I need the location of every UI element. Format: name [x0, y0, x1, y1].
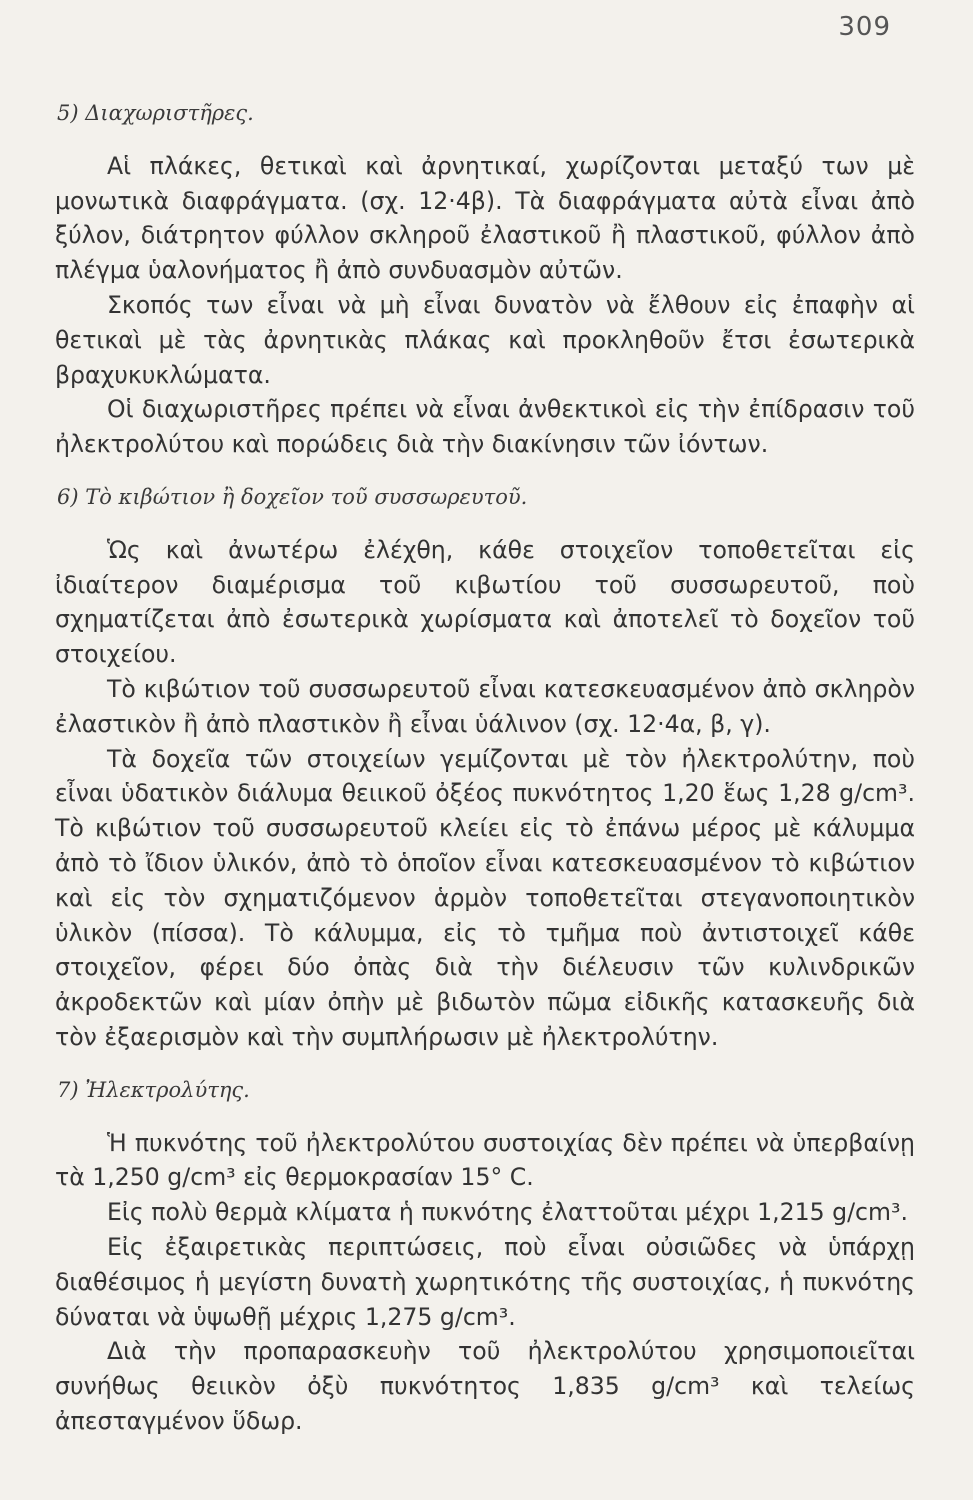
paragraph: Τὸ κιβώτιον τοῦ συσσωρευτοῦ εἶναι κατεσκευασμένον ἀπὸ σκληρὸν ἐλαστικὸν ἢ ἀπὸ πλαστικὸν ἢ εἶναι ὑάλινον (σχ. 12·4α, β, γ). — [55, 674, 915, 738]
page-number: 309 — [838, 12, 891, 42]
paragraph: Ὡς καὶ ἀνωτέρω ἐλέχθη, κάθε στοιχεῖον τοποθετεῖται εἰς ἰδιαίτερον διαμέρισμα τοῦ κιβωτίου τοῦ συσσωρευτοῦ, ποὺ σχηματίζεται ἀπὸ ἐσωτερικὰ χωρίσματα καὶ ἀποτελεῖ τὸ δοχεῖον τοῦ στοιχείου. — [55, 535, 915, 669]
section-electrolyte — [55, 1073, 915, 1439]
paragraph: Εἰς ἐξαιρετικὰς περιπτώσεις, ποὺ εἶναι οὐσιῶδες νὰ ὑπάρχῃ διαθέσιμος ἡ μεγίστη δυνατὴ χωρητικότης τῆς συστοιχίας, ἡ πυκνότης δύναται νὰ ὑψωθῇ μέχρις 1,275 g/cm³. — [55, 1232, 915, 1331]
page-body — [55, 96, 915, 1457]
paragraph: Σκοπός των εἶναι νὰ μὴ εἶναι δυνατὸν νὰ ἔλθουν εἰς ἐπαφὴν αἱ θετικαὶ μὲ τὰς ἀρνητικὰς πλάκας καὶ προκληθοῦν ἔτσι ἐσωτερικὰ βραχυκυκλώματα. — [55, 290, 915, 389]
section-separators — [55, 96, 915, 462]
paragraph: Οἱ διαχωριστῆρες πρέπει νὰ εἶναι ἀνθεκτικοὶ εἰς τὴν ἐπίδρασιν τοῦ ἠλεκτρολύτου καὶ πορώδεις διὰ τὴν διακίνησιν τῶν ἰόντων. — [55, 395, 915, 459]
paragraph: Εἰς πολὺ θερμὰ κλίματα ἡ πυκνότης ἐλαττοῦται μέχρι 1,215 g/cm³. — [107, 1198, 908, 1227]
paragraph: Διὰ τὴν προπαρασκευὴν τοῦ ἠλεκτρολύτου χρησιμοποιεῖται συνήθως θειικὸν ὀξὺ πυκνότητος 1,835 g/cm³ καὶ τελείως ἀπεσταγμένον ὕδωρ. — [55, 1337, 915, 1435]
paragraph: Τὰ δοχεῖα τῶν στοιχείων γεμίζονται μὲ τὸν ἠλεκτρολύτην, ποὺ εἶναι ὑδατικὸν διάλυμα θειικοῦ ὀξέος πυκνότητος 1,20 ἕως 1,28 g/cm³. Τὸ κιβώτιον τοῦ συσσωρευτοῦ κλείει εἰς τὸ ἐπάνω μέρος μὲ κάλυμμα ἀπὸ τὸ ἴδιον ὑλικόν, ἀπὸ τὸ ὁποῖον εἶναι κατεσκευασμένον τὸ κιβώτιον καὶ εἰς τὸν σχηματιζόμενον ἁρμὸν τοποθετεῖται στεγανοποιητικὸν ὑλικὸν (πίσσα). Τὸ κάλυμμα, εἰς τὸ τμῆμα ποὺ ἀντιστοιχεῖ κάθε στοιχεῖον, φέρει δύο ὀπὰς διὰ τὴν διέλευσιν τῶν κυλινδρικῶν ἀκροδεκτῶν καὶ μίαν ὀπὴν μὲ βιδωτὸν πῶμα εἰδικῆς κατασκευῆς διὰ τὸν ἐξαερισμὸν καὶ τὴν συμπλήρωσιν μὲ ἠλεκτρολύτην. — [55, 744, 915, 1051]
section-heading: 5) Διαχωριστῆρες. — [57, 101, 254, 125]
paragraph: Ἡ πυκνότης τοῦ ἠλεκτρολύτου συστοιχίας δὲν πρέπει νὰ ὑπερβαίνῃ τὰ 1,250 g/cm³ εἰς θερμοκρασίαν 15° C. — [55, 1128, 915, 1192]
section-heading: 6) Τὸ κιβώτιον ἢ δοχεῖον τοῦ συσσωρευτοῦ. — [57, 484, 528, 509]
section-heading: 7) Ἠλεκτρολύτης. — [57, 1077, 250, 1102]
section-container — [55, 480, 915, 1055]
paragraph: Αἱ πλάκες, θετικαὶ καὶ ἀρνητικαί, χωρίζονται μεταξύ των μὲ μονωτικὰ διαφράγματα. (σχ. 12·4β). Τὰ διαφράγματα αὐτὰ εἶναι ἀπὸ ξύλον, διάτρητον φύλλον σκληροῦ ἐλαστικοῦ ἢ πλαστικοῦ, φύλλον ἀπὸ πλέγμα ὑαλονήματος ἢ ἀπὸ συνδυασμὸν αὐτῶν. — [55, 151, 915, 285]
